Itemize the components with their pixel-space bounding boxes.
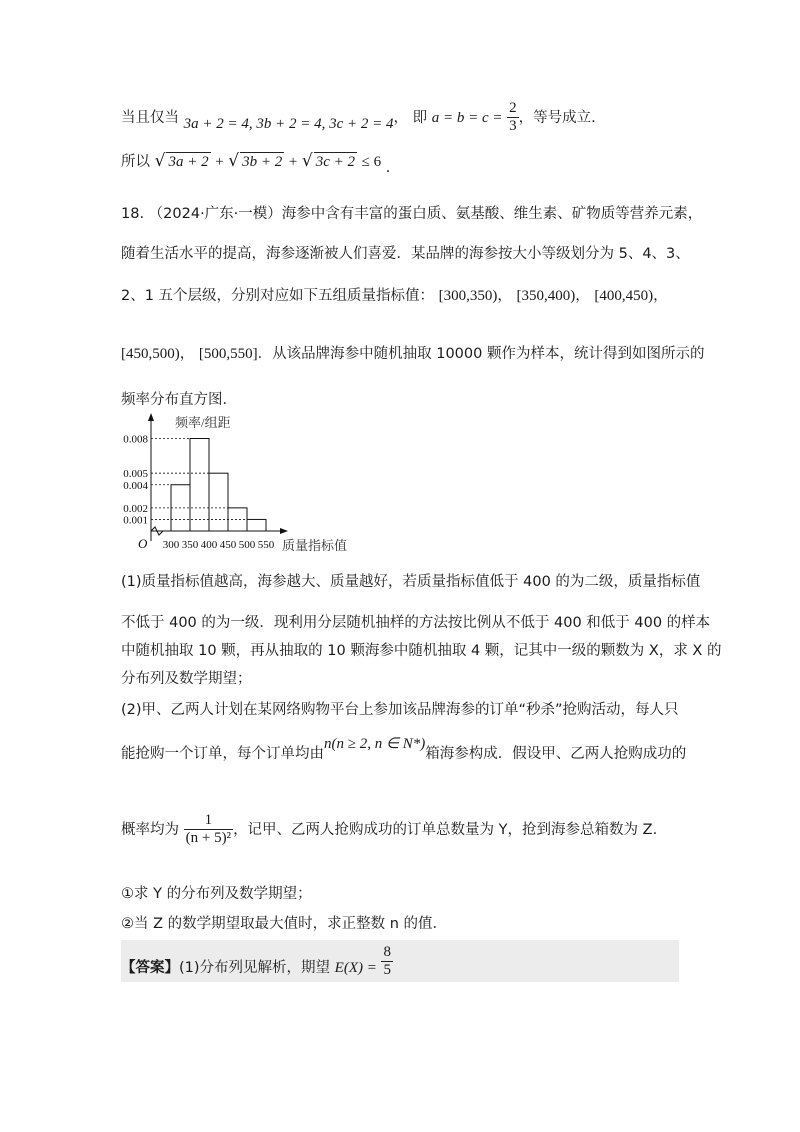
equality-prefix: 当且仅当 (121, 109, 179, 126)
histogram-bar (247, 519, 266, 531)
problem-line-3: 2、1 五个层级，分别对应如下五组质量指标值： [300,350)， [350,400)， [400,450)， (121, 288, 668, 304)
part2-line-2: 能抢购一个订单，每个订单均由n(n ≥ 2, n ∈ N*)箱海参构成．假设甲、乙两人抢购成功的 (121, 736, 687, 762)
x-tick-label: 300 (162, 539, 180, 551)
equality-condition-line (121, 100, 596, 136)
x-tick-label: 450 (219, 539, 237, 551)
interval-2: [350,400) (516, 288, 576, 304)
x-tick-label: 400 (200, 539, 218, 551)
y-tick-label: 0.001 (123, 514, 148, 527)
inequality-relation: ≤ 6 (361, 154, 382, 170)
answer-text: (1)分布列见解析，期望 (179, 959, 331, 976)
part1-line-2: 不低于 400 的为一级．现利用分层随机抽样的方法按比例从不低于 400 和低于 400 的样本 (121, 615, 711, 631)
order-size-condition: n(n ≥ 2, n ∈ N*) (324, 736, 426, 752)
part1-line-4: 分布列及数学期望； (121, 671, 252, 687)
y-tick-label: 0.005 (123, 468, 148, 481)
origin-label: O (138, 536, 148, 551)
equality-conditions: 3a + 2 = 4, 3b + 2 = 4, 3c + 2 = 4 (183, 115, 394, 132)
subquestion-a: ①求 Y 的分布列及数学期望； (121, 886, 312, 902)
answer-tag: 【答案】 (121, 959, 179, 976)
expectation-expr: E(X) = (334, 959, 377, 976)
problem-line-1: 18. （2024·广东·一模）海参中含有丰富的蛋白质、氨基酸、维生素、矿物质等营养元素， (121, 206, 703, 222)
y-tick-label: 0.002 (123, 502, 148, 515)
part2-line-1: (2)甲、乙两人计划在某网络购物平台上参加该品牌海参的订单“秒杀”抢购活动，每人只 (121, 702, 679, 718)
x-tick-label: 350 (181, 539, 199, 551)
equality-values: a = b = c = (431, 109, 503, 126)
answer-box (121, 940, 679, 982)
sqrt-term-c: 3c + 2 (315, 154, 356, 170)
part2-line-3: 概率均为 $\frac{1}{\text{(n + 5)²}}$ ，记甲、乙两人抢购成功的订单总数量为 Y，抢到海参总箱数为 Z. (121, 812, 658, 847)
y-tick-label: 0.008 (123, 433, 148, 446)
expectation-fraction: $\frac{8}{5}$ (383, 944, 391, 979)
problem-line-4: [450,500)， [500,550]．从该品牌海参中随机抽取 10000 颗作为样本，统计得到如图所示的 (121, 346, 705, 362)
subquestion-b: ②当 Z 的数学期望取最大值时，求正整数 n 的值． (121, 916, 448, 932)
interval-5: [500,550] (198, 346, 258, 362)
part1-line-1: (1)质量指标值越高，海参越大、质量越好，若质量指标值低于 400 的为二级，质量指标值 (121, 574, 701, 590)
ji-label: 即 (412, 109, 428, 126)
conclusion-prefix: 所以 (121, 154, 150, 170)
y-axis-label: 频率/组距 (175, 415, 231, 430)
x-tick-label: 500 (238, 539, 256, 551)
y-tick-label: 0.004 (123, 479, 148, 492)
comma: ， (393, 109, 408, 126)
fraction-two-thirds: $\frac{2}{3}$ (509, 100, 517, 135)
histogram-bar (190, 439, 209, 532)
sqrt-term-b: 3b + 2 (242, 154, 283, 170)
sqrt-term-a: 3a + 2 (168, 154, 209, 170)
part1-line-3: 中随机抽取 10 颗，再从抽取的 10 颗海参中随机抽取 4 颗，记其中一级的颗数为 X，求 X 的 (121, 643, 722, 659)
histogram-bar (209, 473, 228, 531)
inequality-conclusion-line: 所以 √ 3a + 2 + √ 3b + 2 + √ 3c + 2 ≤ 6 . (121, 151, 391, 176)
x-axis-label: 质量指标值 (282, 538, 348, 553)
problem-line-5: 频率分布直方图． (121, 392, 237, 408)
frequency-histogram (116, 408, 356, 554)
interval-1: [300,350) (438, 288, 498, 304)
y-axis-arrow (148, 413, 154, 421)
problem-line-2: 随着生活水平的提高，海参逐渐被人们喜爱．某品牌的海参按大小等级划分为 5、4、3、 (121, 246, 690, 262)
interval-4: [450,500) (121, 346, 180, 362)
success-probability-fraction: $\frac{1}{\text{(n + 5)²}}$ (185, 812, 232, 847)
x-axis-arrow (280, 528, 288, 534)
x-tick-label: 550 (257, 539, 275, 551)
interval-3: [400,450) (594, 288, 654, 304)
equality-suffix: ，等号成立. (518, 109, 596, 126)
